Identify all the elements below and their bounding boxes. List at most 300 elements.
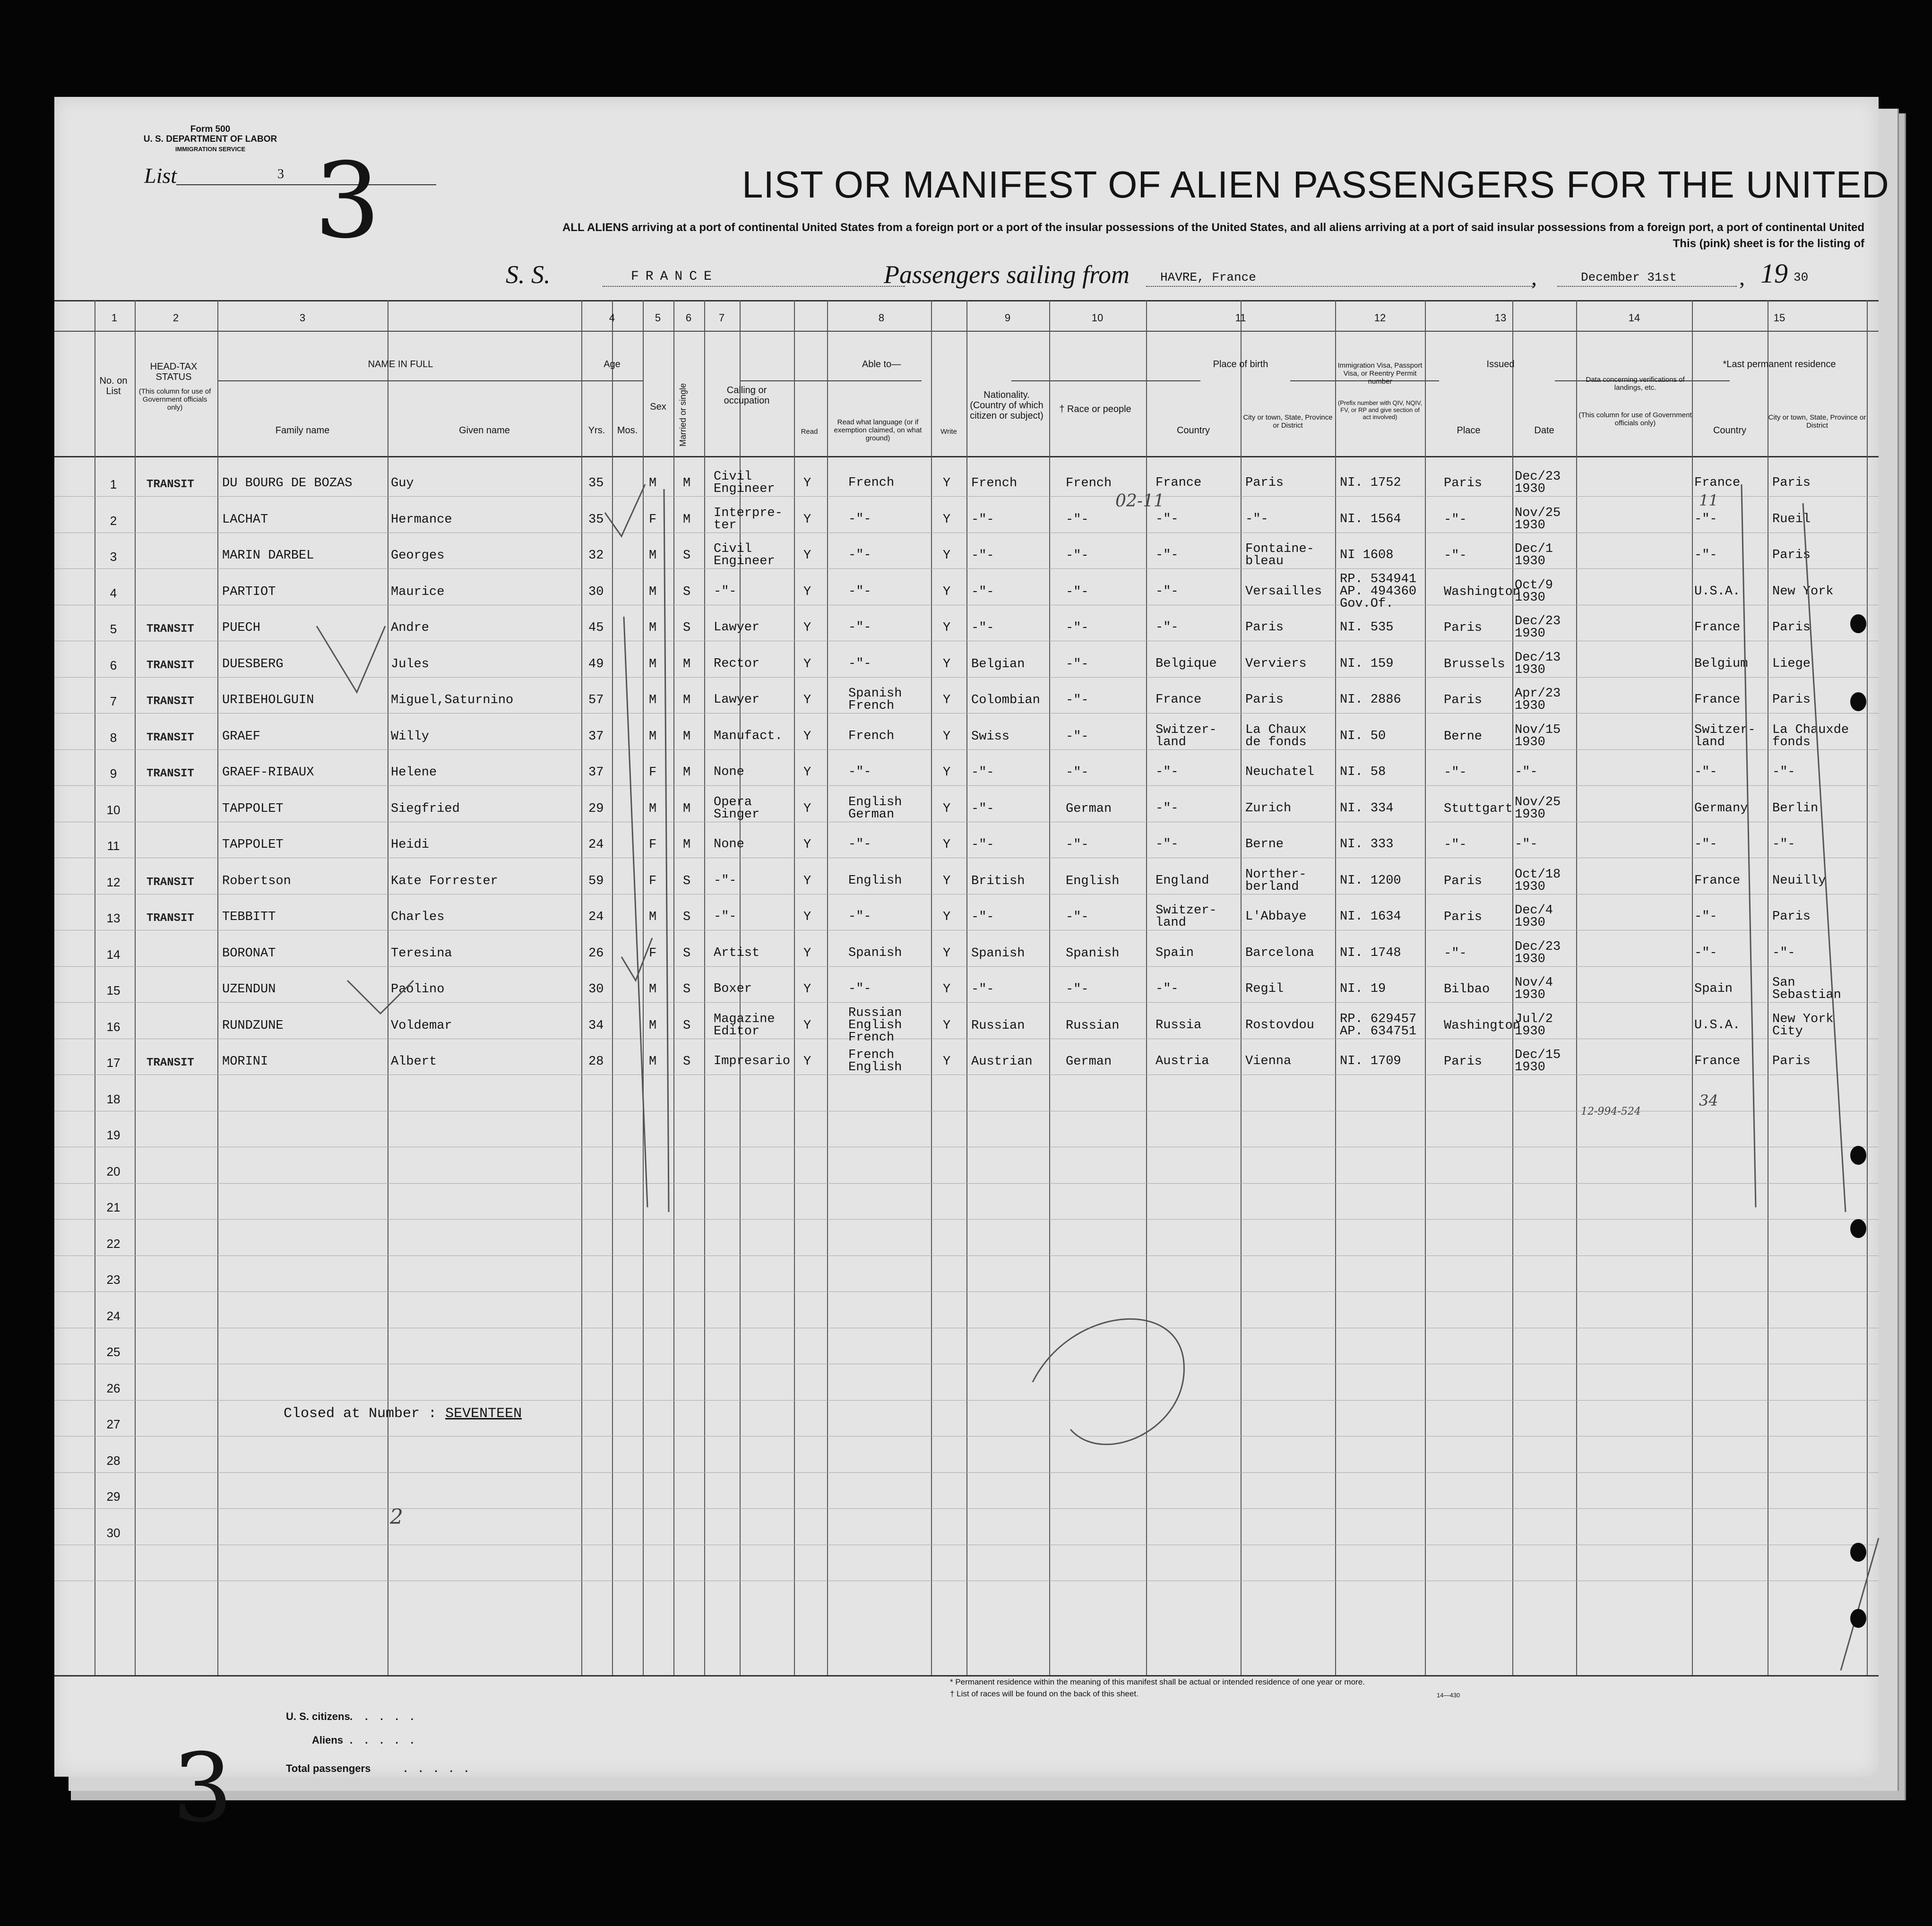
read-language: -"- xyxy=(848,584,871,599)
occupation: Engineer xyxy=(714,554,775,568)
can-read: Y xyxy=(803,1055,811,1069)
hdr-landing-data: Data concerning verifications of landings, etc. xyxy=(1586,376,1685,392)
occupation: Impresario xyxy=(714,1054,791,1068)
issued-date: 1930 xyxy=(1515,662,1545,677)
footnote-races: † List of races will be found on the back of this sheet. xyxy=(950,1689,1138,1698)
row-number: 21 xyxy=(106,1200,121,1214)
issued-place: Washington xyxy=(1444,1018,1521,1033)
birth-city: Neuchatel xyxy=(1245,765,1314,779)
birth-country: -"- xyxy=(1156,982,1179,996)
residence-country: France xyxy=(1694,693,1741,707)
issued-date: 1930 xyxy=(1515,735,1545,749)
row-number: 15 xyxy=(106,983,121,997)
us-citizens-dots: . . . . . xyxy=(350,1711,419,1722)
race: French xyxy=(1066,476,1112,490)
closed-label: Closed at Number : xyxy=(284,1406,446,1422)
age-years: 37 xyxy=(588,765,604,780)
read-language: French xyxy=(848,1030,895,1045)
can-write: Y xyxy=(943,549,951,563)
issued-place: -"- xyxy=(1444,549,1467,563)
row-number: 14 xyxy=(106,947,121,962)
age-years: 35 xyxy=(588,512,604,527)
race: -"- xyxy=(1066,765,1089,780)
vessel-name: FRANCE xyxy=(631,269,718,284)
sex: M xyxy=(649,476,657,490)
form-code: 14—430 xyxy=(1437,1692,1460,1699)
sex: F xyxy=(649,946,657,961)
marital-status: M xyxy=(683,765,691,780)
birth-country: France xyxy=(1156,693,1202,707)
can-read: Y xyxy=(803,729,811,744)
issued-date: 1930 xyxy=(1515,627,1545,641)
column-number: 7 xyxy=(718,312,725,324)
residence-city: La Chauxde xyxy=(1772,722,1849,737)
manifest-sheet xyxy=(54,97,1889,1843)
can-write: Y xyxy=(943,982,951,997)
birth-country: Spain xyxy=(1156,946,1194,960)
hdr-yrs: Yrs. xyxy=(588,425,605,436)
birth-country: Belgique xyxy=(1156,656,1217,671)
issued-date: Nov/15 xyxy=(1515,722,1561,737)
occupation: Singer xyxy=(714,807,760,822)
read-language: -"- xyxy=(848,512,871,526)
list-small-number: 3 xyxy=(277,167,284,181)
issued-date: Oct/18 xyxy=(1515,867,1561,882)
nationality: -"- xyxy=(971,801,994,816)
birth-city: Rostovdou xyxy=(1245,1018,1314,1032)
given-name: Helene xyxy=(391,765,437,780)
column-number: 10 xyxy=(1091,312,1104,324)
can-read: Y xyxy=(803,765,811,780)
birth-city: -"- xyxy=(1245,512,1268,526)
residence-country: U.S.A. xyxy=(1694,1018,1741,1032)
list-label: List xyxy=(144,163,177,188)
visa-number: NI. 1200 xyxy=(1340,873,1401,888)
can-read: Y xyxy=(803,657,811,671)
visa-number: Gov.Of. xyxy=(1340,596,1394,611)
read-language: English xyxy=(848,1018,902,1032)
residence-country: France xyxy=(1694,1054,1741,1068)
birth-city: bleau xyxy=(1245,554,1284,568)
check-stroke xyxy=(664,489,669,1212)
can-write: Y xyxy=(943,874,951,888)
birth-city: Paris xyxy=(1245,620,1284,635)
can-write: Y xyxy=(943,621,951,635)
residence-city: Liege xyxy=(1772,656,1811,671)
closed-value: SEVENTEEN xyxy=(445,1406,522,1422)
read-language: Spanish xyxy=(848,946,902,960)
occupation: Rector xyxy=(714,656,760,671)
head-tax-status: TRANSIT xyxy=(147,695,194,708)
occupation: -"- xyxy=(714,584,737,599)
family-name: RUNDZUNE xyxy=(222,1018,284,1033)
departure-port: HAVRE, France xyxy=(1160,270,1256,284)
family-name: TEBBITT xyxy=(222,910,276,924)
total-passengers-label: Total passengers xyxy=(286,1763,371,1774)
column-number: 15 xyxy=(1773,312,1785,324)
footer-list-number: 3 xyxy=(172,1733,233,1843)
nationality: -"- xyxy=(971,512,994,527)
residence-city: San xyxy=(1772,976,1795,990)
hdr-married: Married or single xyxy=(678,383,688,447)
read-language: English xyxy=(848,795,902,809)
total-passengers-dots: . . . . . xyxy=(404,1763,473,1774)
occupation: Opera xyxy=(714,795,752,809)
family-name: Robertson xyxy=(222,874,291,888)
residence-city: New York xyxy=(1772,584,1834,599)
given-name: Jules xyxy=(391,657,430,671)
race: English xyxy=(1066,874,1120,888)
residence-city: Paris xyxy=(1772,910,1811,924)
family-name: GRAEF xyxy=(222,729,261,744)
marital-status: S xyxy=(683,910,691,924)
issued-place: Brussels xyxy=(1444,657,1505,671)
read-language: French xyxy=(848,729,895,743)
given-name: Maurice xyxy=(391,585,445,599)
occupation: -"- xyxy=(714,910,737,924)
age-years: 28 xyxy=(588,1055,604,1069)
occupation: -"- xyxy=(714,873,737,888)
departure-date: December 31st xyxy=(1581,270,1677,284)
can-write: Y xyxy=(943,910,951,924)
occupation: Magazine xyxy=(714,1012,775,1026)
head-tax-status: TRANSIT xyxy=(147,659,194,672)
family-name: URIBEHOLGUIN xyxy=(222,693,314,707)
issued-date: 1930 xyxy=(1515,518,1545,533)
marital-status: S xyxy=(683,982,691,997)
hdr-read: Read xyxy=(801,428,818,436)
issued-date: Dec/23 xyxy=(1515,939,1561,954)
birth-country: Switzer- xyxy=(1156,722,1217,737)
issued-place: Bilbao xyxy=(1444,982,1490,997)
issued-date: Apr/23 xyxy=(1515,687,1561,701)
given-name: Hermance xyxy=(391,512,452,527)
residence-country: France xyxy=(1694,873,1741,888)
residence-city: fonds xyxy=(1772,735,1811,749)
row-number: 1 xyxy=(110,477,117,491)
residence-city: New York xyxy=(1772,1012,1834,1026)
marital-status: S xyxy=(683,1055,691,1069)
occupation: Civil xyxy=(714,470,752,484)
residence-country: -"- xyxy=(1694,837,1717,851)
given-name: Albert xyxy=(391,1055,437,1069)
can-write: Y xyxy=(943,1055,951,1069)
row-number: 22 xyxy=(106,1236,121,1251)
read-language: -"- xyxy=(848,910,871,924)
occupation: ter xyxy=(714,518,737,533)
can-write: Y xyxy=(943,765,951,780)
residence-country: Germany xyxy=(1694,801,1748,816)
residence-city: Rueil xyxy=(1772,512,1811,526)
row-number: 2 xyxy=(110,513,117,528)
residence-country: -"- xyxy=(1694,512,1717,526)
read-language: German xyxy=(848,807,895,822)
head-tax-status: TRANSIT xyxy=(147,767,194,780)
residence-country: Belgium xyxy=(1694,656,1748,671)
hdr-birth-city: City or town, State, Province or District xyxy=(1243,413,1333,430)
age-years: 24 xyxy=(588,838,604,852)
race: Spanish xyxy=(1066,946,1120,961)
issued-date: 1930 xyxy=(1515,952,1545,966)
aliens-label: Aliens xyxy=(312,1734,344,1746)
birth-country: land xyxy=(1156,735,1186,749)
occupation: Lawyer xyxy=(714,693,760,707)
residence-city: -"- xyxy=(1772,765,1795,779)
issued-place: Stuttgart xyxy=(1444,801,1513,816)
age-years: 24 xyxy=(588,910,604,924)
nationality: -"- xyxy=(971,982,994,997)
row-number: 23 xyxy=(106,1273,121,1287)
residence-country: U.S.A. xyxy=(1694,584,1741,599)
row-number: 10 xyxy=(106,802,121,817)
birth-city: Fontaine- xyxy=(1245,542,1314,556)
issued-date: 1930 xyxy=(1515,699,1545,713)
row-number: 17 xyxy=(106,1056,121,1070)
issued-date: 1930 xyxy=(1515,590,1545,605)
visa-number: NI. 1752 xyxy=(1340,476,1401,490)
hdr-landing-note: (This column for use of Government officials only) xyxy=(1578,411,1692,427)
issued-date: 1930 xyxy=(1515,1024,1545,1039)
birth-country: -"- xyxy=(1156,512,1179,526)
residence-country: France xyxy=(1694,620,1741,635)
family-name: BORONAT xyxy=(222,946,276,961)
can-write: Y xyxy=(943,693,951,707)
given-name: Georges xyxy=(391,549,445,563)
issued-date: Nov/25 xyxy=(1515,506,1561,520)
visa-number: NI. 50 xyxy=(1340,729,1386,743)
age-years: 29 xyxy=(588,801,604,816)
issued-date: Nov/4 xyxy=(1515,976,1553,990)
hdr-birth-country: Country xyxy=(1176,425,1210,436)
hdr-issued-date: Date xyxy=(1534,425,1554,436)
column-number: 9 xyxy=(1004,312,1011,324)
read-language: -"- xyxy=(848,548,871,562)
visa-number: NI. 1634 xyxy=(1340,910,1401,924)
given-name: Voldemar xyxy=(391,1018,452,1033)
residence-city: Sebastian xyxy=(1772,988,1841,1002)
issued-place: Washington xyxy=(1444,585,1521,599)
birth-country: -"- xyxy=(1156,548,1179,562)
visa-number: NI. 159 xyxy=(1340,656,1394,671)
row-number: 9 xyxy=(110,766,117,781)
given-name: Andre xyxy=(391,621,430,635)
residence-country: -"- xyxy=(1694,946,1717,960)
visa-number: NI. 333 xyxy=(1340,837,1394,851)
hdr-name-in-full: NAME IN FULL xyxy=(368,359,433,370)
nationality: Colombian xyxy=(971,693,1040,707)
issued-date: 1930 xyxy=(1515,807,1545,822)
can-write: Y xyxy=(943,946,951,961)
birth-city: Paris xyxy=(1245,476,1284,490)
given-name: Willy xyxy=(391,729,430,744)
year-suffix: 30 xyxy=(1794,270,1809,284)
handwritten-birth-code: 02-11 xyxy=(1115,491,1164,511)
issued-place: Paris xyxy=(1444,874,1483,888)
hdr-able-to: Able to— xyxy=(862,359,901,370)
residence-city: Berlin xyxy=(1772,801,1819,816)
residence-city: Paris xyxy=(1772,693,1811,707)
hdr-race: † Race or people xyxy=(1059,404,1131,414)
column-number: 1 xyxy=(111,312,118,324)
head-tax-status: TRANSIT xyxy=(147,478,194,491)
residence-country: -"- xyxy=(1694,910,1717,924)
birth-city: Zurich xyxy=(1245,801,1292,816)
can-read: Y xyxy=(803,946,811,961)
column-number: 3 xyxy=(299,312,306,324)
can-read: Y xyxy=(803,838,811,852)
race: -"- xyxy=(1066,729,1089,744)
check-mark xyxy=(317,626,385,692)
issued-date: 1930 xyxy=(1515,482,1545,496)
residence-city: Paris xyxy=(1772,1054,1811,1068)
issued-place: Berne xyxy=(1444,729,1483,744)
sex: M xyxy=(649,982,657,997)
row-number: 5 xyxy=(110,622,117,636)
nationality: Austrian xyxy=(971,1055,1033,1069)
can-read: Y xyxy=(803,512,811,527)
row-number: 11 xyxy=(107,839,120,853)
manifest-title: LIST OR MANIFEST OF ALIEN PASSENGERS FOR THE UNITED xyxy=(742,163,1889,206)
hdr-head-tax-note: (This column for use of Government officials only) xyxy=(138,387,211,412)
read-language: -"- xyxy=(848,982,871,996)
birth-country: France xyxy=(1156,476,1202,490)
visa-number: NI. 58 xyxy=(1340,765,1386,779)
hdr-given-name: Given name xyxy=(459,425,510,436)
row-number: 6 xyxy=(110,658,117,672)
row-number: 28 xyxy=(106,1453,121,1468)
birth-city: Vienna xyxy=(1245,1054,1292,1068)
issued-date: -"- xyxy=(1515,837,1538,851)
row-number: 26 xyxy=(106,1381,121,1395)
can-write: Y xyxy=(943,838,951,852)
given-name: Kate Forrester xyxy=(391,874,498,888)
visa-number: NI. 535 xyxy=(1340,620,1394,635)
age-years: 26 xyxy=(588,946,604,961)
row-number: 25 xyxy=(106,1345,121,1359)
hdr-no-on-list: No. on List xyxy=(99,376,128,396)
issued-date: 1930 xyxy=(1515,879,1545,894)
occupation: None xyxy=(714,837,744,851)
subtitle-line-2: This (pink) sheet is for the listing of xyxy=(1673,237,1864,250)
issued-place: Paris xyxy=(1444,476,1483,490)
hdr-issued-place: Place xyxy=(1457,425,1481,436)
marital-status: S xyxy=(683,549,691,563)
column-number: 8 xyxy=(878,312,885,324)
marital-status: S xyxy=(683,1018,691,1033)
row-number: 27 xyxy=(106,1417,121,1431)
birth-country: -"- xyxy=(1156,801,1179,816)
issued-place: -"- xyxy=(1444,765,1467,780)
column-number: 11 xyxy=(1235,312,1246,324)
visa-number: NI. 19 xyxy=(1340,982,1386,996)
race: German xyxy=(1066,801,1112,816)
hdr-write: Write xyxy=(940,428,957,436)
can-write: Y xyxy=(943,512,951,527)
read-language: Spanish xyxy=(848,687,902,701)
birth-country: Austria xyxy=(1156,1054,1209,1068)
age-years: 59 xyxy=(588,874,604,888)
sex: M xyxy=(649,621,657,635)
occupation: Engineer xyxy=(714,482,775,496)
residence-country: land xyxy=(1694,735,1725,749)
check-mark xyxy=(605,484,645,536)
read-language: French xyxy=(848,1048,895,1062)
sex: M xyxy=(649,801,657,816)
read-language: Russian xyxy=(848,1006,902,1020)
birth-city: Norther- xyxy=(1245,867,1307,882)
visa-number: NI. 334 xyxy=(1340,801,1394,816)
race: German xyxy=(1066,1055,1112,1069)
given-name: Miguel,Saturnino xyxy=(391,693,514,707)
us-citizens-label: U. S. citizens xyxy=(286,1711,350,1722)
race: -"- xyxy=(1066,512,1089,527)
family-name: PARTIOT xyxy=(222,585,276,599)
issued-place: Paris xyxy=(1444,693,1483,707)
can-read: Y xyxy=(803,801,811,816)
issued-date: Dec/15 xyxy=(1515,1048,1561,1062)
birth-country: England xyxy=(1156,873,1209,888)
head-tax-status: TRANSIT xyxy=(147,876,194,889)
can-write: Y xyxy=(943,585,951,599)
race: -"- xyxy=(1066,549,1089,563)
birth-country: Russia xyxy=(1156,1018,1202,1032)
can-write: Y xyxy=(943,1018,951,1033)
nationality: -"- xyxy=(971,549,994,563)
family-name: PUECH xyxy=(222,621,261,635)
row-number: 20 xyxy=(106,1164,121,1178)
issued-date: Dec/13 xyxy=(1515,650,1561,665)
issued-date: 1930 xyxy=(1515,988,1545,1002)
marital-status: M xyxy=(683,838,691,852)
race: -"- xyxy=(1066,621,1089,635)
residence-city: Neuilly xyxy=(1772,873,1826,888)
sex: M xyxy=(649,910,657,924)
can-read: Y xyxy=(803,549,811,563)
marital-status: S xyxy=(683,585,691,599)
birth-city: berland xyxy=(1245,879,1299,894)
nationality: -"- xyxy=(971,910,994,924)
row-number: 19 xyxy=(106,1128,121,1142)
hdr-age: Age xyxy=(604,359,621,370)
check-mark xyxy=(347,980,414,1014)
department-label: U. S. DEPARTMENT OF LABOR xyxy=(143,134,277,144)
column-number: 5 xyxy=(655,312,661,324)
comma-2: , xyxy=(1739,265,1745,290)
head-tax-status: TRANSIT xyxy=(147,912,194,925)
sex: F xyxy=(649,838,657,852)
can-write: Y xyxy=(943,657,951,671)
hdr-visa: Immigration Visa, Passport Visa, or Reentry Permit number xyxy=(1337,361,1423,386)
can-read: Y xyxy=(803,1018,811,1033)
visa-number: NI. 1564 xyxy=(1340,512,1401,526)
binder-hole xyxy=(1850,1219,1866,1238)
check-stroke xyxy=(624,617,647,1207)
ss-label: S. S. xyxy=(506,260,551,289)
issued-date: Dec/1 xyxy=(1515,542,1553,556)
row-number: 12 xyxy=(106,875,121,889)
visa-number: NI 1608 xyxy=(1340,548,1394,562)
occupation: Lawyer xyxy=(714,620,760,635)
can-read: Y xyxy=(803,874,811,888)
occupation: Interpre- xyxy=(714,506,783,520)
issued-place: -"- xyxy=(1444,946,1467,961)
issued-date: Nov/25 xyxy=(1515,795,1561,809)
marital-status: S xyxy=(683,946,691,961)
race: Russian xyxy=(1066,1018,1120,1033)
visa-number: NI. 2886 xyxy=(1340,693,1401,707)
marital-status: M xyxy=(683,729,691,744)
column-number: 6 xyxy=(685,312,692,324)
